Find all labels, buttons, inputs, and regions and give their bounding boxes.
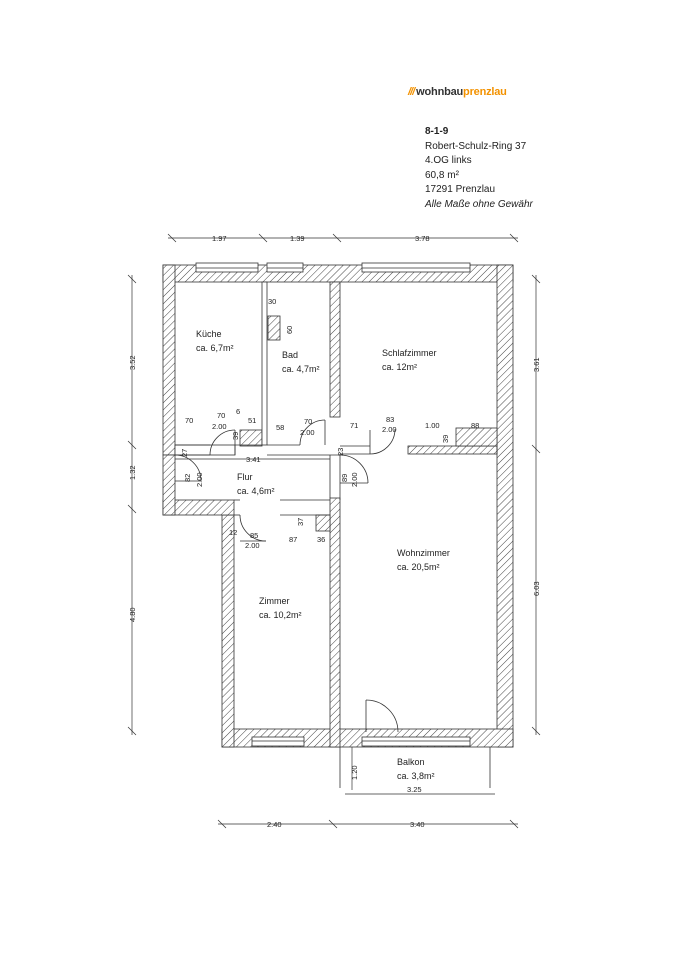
dim-left-3: 4.80 (128, 607, 137, 622)
dim-89: 89 (340, 473, 349, 482)
room-kueche-area: ca. 6,7m² (196, 343, 234, 353)
room-wohnzimmer-area: ca. 20,5m² (397, 562, 440, 572)
room-zimmer-name: Zimmer (259, 596, 290, 606)
dim-bottom-2: 3.40 (410, 820, 425, 829)
dim-341: 3.41 (246, 455, 261, 464)
doors (175, 420, 398, 732)
dim-left-1: 3.52 (128, 355, 137, 370)
dim-balkon-width: 3.25 (407, 785, 422, 794)
dim-37: 37 (296, 517, 305, 526)
room-schlafzimmer-name: Schlafzimmer (382, 348, 437, 358)
dim-30: 30 (268, 297, 277, 306)
dim-82: 82 (183, 473, 192, 482)
dim-top-2: 1.39 (290, 234, 305, 243)
dim-36: 36 (317, 535, 326, 544)
dim-39b: 39 (441, 434, 450, 443)
dim-88: 88 (471, 421, 480, 430)
dim-85: 85 (250, 531, 259, 540)
room-flur-name: Flur (237, 472, 253, 482)
dim-200b: 2.00 (300, 428, 315, 437)
dim-6: 6 (236, 407, 241, 416)
dim-71: 71 (350, 421, 359, 430)
dim-balkon-depth: 1.20 (350, 765, 359, 780)
dim-right-2: 6.03 (532, 581, 541, 596)
company-logo: /// wohnbauprenzlau (408, 86, 507, 98)
dim-200f: 2.00 (245, 541, 260, 550)
dim-70b: 70 (217, 411, 226, 420)
dim-top-1: 1.97 (212, 234, 227, 243)
dim-top-3: 3.78 (415, 234, 430, 243)
dim-83: 83 (386, 415, 395, 424)
apartment-city: 17291 Prenzlau (425, 184, 496, 195)
dim-70c: 70 (304, 417, 313, 426)
dim-39a: 39 (231, 431, 240, 440)
dim-87: 87 (289, 535, 298, 544)
room-schlafzimmer-area: ca. 12m² (382, 362, 418, 372)
dim-left-2: 1.32 (128, 465, 137, 480)
room-kueche-name: Küche (196, 329, 222, 339)
room-bad-name: Bad (282, 350, 299, 360)
dim-right-1: 3.61 (532, 357, 541, 372)
balkon-outline (340, 747, 490, 788)
apartment-floor: 4.OG links (425, 155, 472, 166)
apartment-id: 8-1-9 (425, 126, 449, 137)
room-bad-area: ca. 4,7m² (282, 364, 320, 374)
room-zimmer-area: ca. 10,2m² (259, 610, 302, 620)
dim-70a: 70 (185, 416, 194, 425)
dim-58: 58 (276, 423, 285, 432)
dim-200d: 2.00 (195, 472, 204, 487)
dim-12: 12 (229, 528, 238, 537)
dim-200a: 2.00 (212, 422, 227, 431)
room-balkon-area: ca. 3,8m² (397, 771, 435, 781)
dim-bottom-1: 2.40 (267, 820, 282, 829)
dim-200e: 2.00 (350, 472, 359, 487)
dim-100: 1.00 (425, 421, 440, 430)
apartment-street: Robert-Schulz-Ring 37 (425, 140, 527, 152)
room-flur-area: ca. 4,6m² (237, 486, 275, 496)
dim-60: 60 (285, 325, 294, 334)
disclaimer: Alle Maße ohne Gewähr (425, 198, 533, 210)
dim-51: 51 (248, 416, 257, 425)
dim-23: 23 (336, 447, 345, 456)
room-balkon-name: Balkon (397, 757, 425, 767)
dim-27: 27 (180, 448, 189, 457)
apartment-area: 60,8 m² (425, 169, 459, 181)
room-wohnzimmer-name: Wohnzimmer (397, 548, 450, 558)
dim-200c: 2.00 (382, 425, 397, 434)
